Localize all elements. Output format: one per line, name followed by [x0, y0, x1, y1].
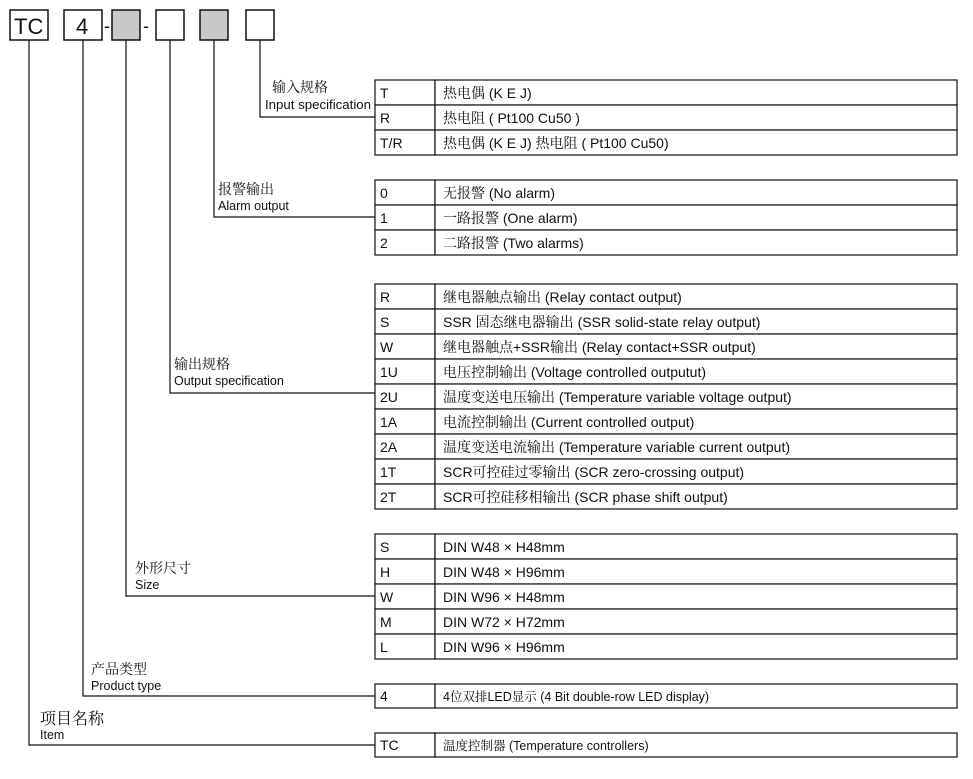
model-code-header — [10, 10, 274, 40]
option-description: 温度变送电压输出 (Temperature variable voltage output) — [443, 389, 792, 405]
input-spec-label-en: Input specification — [265, 98, 372, 112]
table-row — [375, 359, 957, 384]
option-description: 二路报警 (Two alarms) — [443, 235, 584, 251]
option-code: 1U — [380, 364, 398, 380]
option-description: SSR 固态继电器输出 (SSR solid-state relay output) — [443, 314, 761, 330]
option-description: 4位双排LED显示 (4 Bit double-row LED display) — [443, 690, 710, 704]
option-description: DIN W72 × H72mm — [443, 614, 565, 630]
option-code: 1 — [380, 210, 388, 226]
size-label-en: Size — [135, 578, 160, 592]
option-description: 无报警 (No alarm) — [443, 185, 556, 201]
table-row — [375, 634, 957, 659]
table-row — [375, 434, 957, 459]
option-code: R — [380, 289, 391, 305]
table-row — [375, 309, 957, 334]
code-box-product-type-text: 4 — [76, 14, 89, 39]
table-row — [375, 609, 957, 634]
table-row — [375, 334, 957, 359]
code-box-alarm — [200, 10, 228, 40]
option-description: DIN W96 × H96mm — [443, 639, 565, 655]
option-code: 2 — [380, 235, 388, 251]
option-description: DIN W48 × H96mm — [443, 564, 565, 580]
table-input-spec — [375, 80, 957, 155]
alarm-output-label-cn: 报警输出 — [218, 181, 274, 197]
option-description: 继电器触点输出 (Relay contact output) — [443, 289, 682, 305]
option-code: 1T — [380, 464, 397, 480]
code-box-size — [112, 10, 140, 40]
output-spec-label-cn: 输出规格 — [174, 356, 230, 372]
option-description: 热电偶 (K E J) 热电阻 ( Pt100 Cu50) — [443, 135, 669, 151]
table-alarm-output — [375, 180, 957, 255]
size-label-cn: 外形尺寸 — [135, 560, 191, 576]
separator-1: - — [104, 16, 110, 36]
table-row — [375, 130, 957, 155]
table-row — [375, 80, 957, 105]
table-row — [375, 584, 957, 609]
table-row — [375, 459, 957, 484]
option-code: S — [380, 539, 390, 555]
option-code: W — [380, 339, 394, 355]
option-description: 热电偶 (K E J) — [443, 85, 532, 101]
table-row — [375, 534, 957, 559]
table-row — [375, 105, 957, 130]
option-code: L — [380, 639, 388, 655]
code-box-tc-text: TC — [14, 14, 44, 39]
table-row — [375, 733, 957, 757]
option-code: W — [380, 589, 394, 605]
option-description: 电流控制输出 (Current controlled output) — [443, 414, 695, 430]
product-type-label-en: Product type — [91, 679, 162, 693]
option-code: 2A — [380, 439, 398, 455]
table-output-spec — [375, 284, 957, 509]
item-label-en: Item — [40, 728, 65, 742]
option-description: 继电器触点+SSR输出 (Relay contact+SSR output) — [443, 339, 756, 355]
table-row — [375, 230, 957, 255]
option-description: 温度变送电流输出 (Temperature variable current output) — [443, 439, 790, 455]
table-product-type — [375, 684, 957, 708]
code-box-output — [156, 10, 184, 40]
option-description: SCR可控硅过零输出 (SCR zero-crossing output) — [443, 464, 745, 480]
table-item — [375, 733, 957, 757]
option-code: M — [380, 614, 392, 630]
option-code: 0 — [380, 185, 388, 201]
option-description: 温度控制器 (Temperature controllers) — [443, 739, 649, 753]
table-row — [375, 684, 957, 708]
section-labels — [40, 79, 371, 742]
option-code: H — [380, 564, 391, 580]
option-code: S — [380, 314, 390, 330]
option-code: R — [380, 110, 391, 126]
option-code: 4 — [380, 688, 388, 704]
table-size — [375, 534, 957, 659]
table-row — [375, 384, 957, 409]
option-code: T/R — [380, 135, 403, 151]
option-description: DIN W96 × H48mm — [443, 589, 565, 605]
option-description: 一路报警 (One alarm) — [443, 210, 578, 226]
alarm-output-label-en: Alarm output — [218, 199, 289, 213]
option-code: T — [380, 85, 389, 101]
output-spec-label-en: Output specification — [174, 374, 284, 388]
option-description: 热电阻 ( Pt100 Cu50 ) — [443, 110, 580, 126]
option-code: 1A — [380, 414, 398, 430]
option-code: 2T — [380, 489, 397, 505]
input-spec-label-cn: 输入规格 — [272, 79, 328, 95]
code-box-input — [246, 10, 274, 40]
table-row — [375, 559, 957, 584]
connector-lines — [29, 40, 375, 745]
table-row — [375, 409, 957, 434]
option-code: 2U — [380, 389, 398, 405]
option-tables — [375, 80, 957, 757]
separator-2: - — [143, 16, 149, 36]
table-row — [375, 180, 957, 205]
option-code: TC — [380, 737, 399, 753]
table-row — [375, 205, 957, 230]
table-row — [375, 484, 957, 509]
connector-size — [126, 40, 375, 596]
option-description: 电压控制输出 (Voltage controlled outputut) — [443, 364, 707, 380]
product-type-label-cn: 产品类型 — [91, 661, 147, 677]
option-description: DIN W48 × H48mm — [443, 539, 565, 555]
option-description: SCR可控硅移相输出 (SCR phase shift output) — [443, 489, 728, 505]
item-label-cn: 项目名称 — [40, 711, 105, 728]
table-row — [375, 284, 957, 309]
